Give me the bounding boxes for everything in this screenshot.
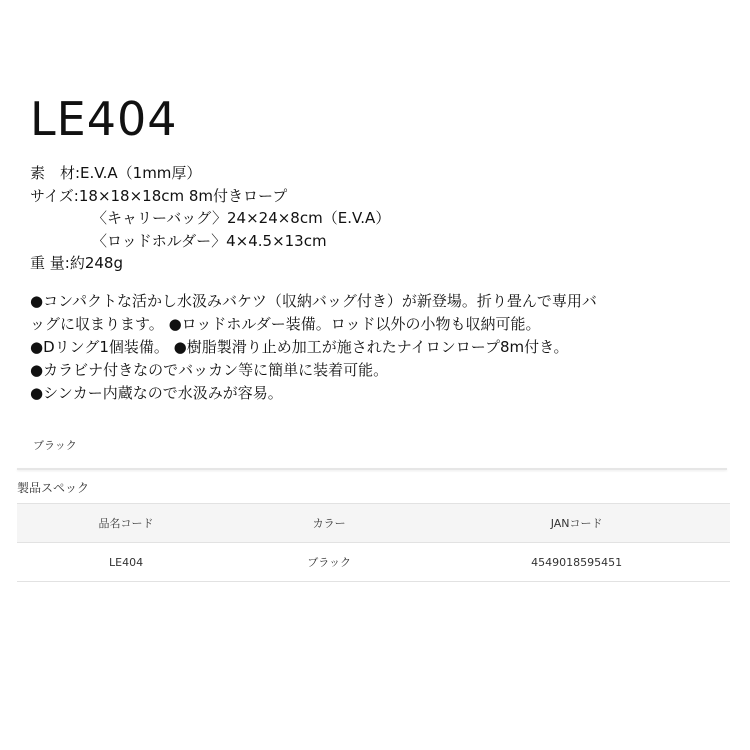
feature-description bbox=[30, 290, 720, 405]
spec-weight: 重 量:約248g bbox=[30, 254, 123, 272]
feature-line: ●コンパクトな活かし水汲みバケツ（収納バッグ付き）が新登場。折り畳んで専用バ bbox=[30, 292, 597, 310]
cell-color: ブラック bbox=[235, 543, 423, 582]
spec-list bbox=[30, 162, 390, 275]
cell-jan-code: 4549018595451 bbox=[423, 543, 730, 582]
product-code-title: LE404 bbox=[30, 92, 178, 146]
header-color: カラー bbox=[235, 504, 423, 543]
feature-line: ●シンカー内蔵なので水汲みが容易。 bbox=[30, 384, 283, 402]
header-product-code: 品名コード bbox=[17, 504, 235, 543]
spec-table bbox=[17, 503, 730, 582]
spec-rod-holder: 〈ロッドホルダー〉4×4.5×13cm bbox=[92, 231, 327, 250]
spec-material: 素 材:E.V.A（1mm厚） bbox=[30, 164, 202, 182]
cell-product-code: LE404 bbox=[17, 543, 235, 582]
section-divider bbox=[17, 468, 727, 470]
spec-table-heading: 製品スペック bbox=[17, 481, 90, 495]
color-option-label: ブラック bbox=[33, 439, 77, 452]
feature-line: ッグに収まります。 ●ロッドホルダー装備。ロッド以外の小物も収納可能。 bbox=[30, 315, 541, 333]
feature-line: ●カラビナ付きなのでバッカン等に簡単に装着可能。 bbox=[30, 361, 389, 379]
feature-line: ●Dリング1個装備。 ●樹脂製滑り止め加工が施されたナイロンロープ8m付き。 bbox=[30, 338, 569, 356]
header-jan-code: JANコード bbox=[423, 504, 730, 543]
spec-carry-bag: 〈キャリーバッグ〉24×24×8cm（E.V.A） bbox=[92, 209, 391, 227]
spec-table-header-row bbox=[17, 504, 730, 543]
table-row bbox=[17, 543, 730, 582]
spec-size: サイズ:18×18×18cm 8m付きロープ bbox=[30, 186, 288, 205]
